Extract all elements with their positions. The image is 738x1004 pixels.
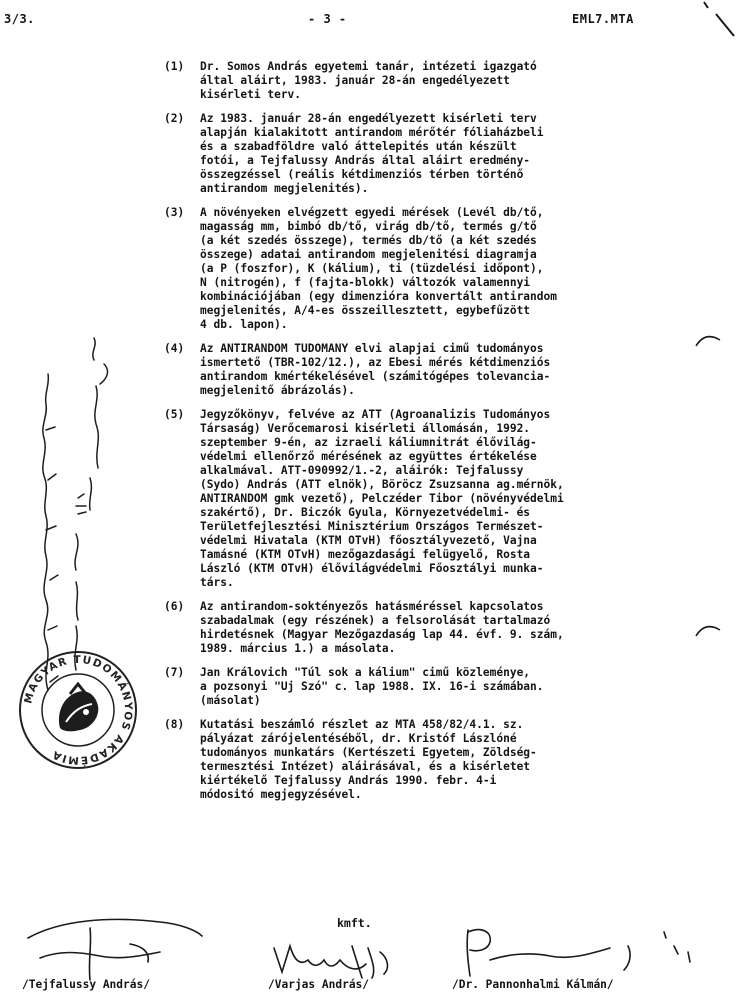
item-line: Jegyzőkönyv, felvéve az ATT (Agroanalizis Tudományos <box>200 408 551 421</box>
item-line: tudományos munkatárs (Kertészeti Egyetem, Zöldség- <box>200 746 537 759</box>
item-line: fotói, a Tejfalussy András által aláirt eredmény- <box>200 154 531 167</box>
item-number: (4) <box>164 342 185 355</box>
list-item <box>164 206 684 332</box>
item-line: megjelenités, A/4-es összeillesztett, egybefűzött <box>200 304 531 317</box>
corner-mark <box>700 0 738 40</box>
item-number: (5) <box>164 408 185 421</box>
list-item <box>164 342 684 398</box>
item-number: (8) <box>164 718 185 731</box>
item-number: (6) <box>164 600 185 613</box>
item-line: 4 db. lapon). <box>200 318 288 331</box>
item-text <box>200 718 684 802</box>
item-line: Területfejlesztési Minisztérium Országos Természet- <box>200 520 544 533</box>
item-line: Kutatási beszámló részlet az MTA 458/82/4.1. sz. <box>200 718 524 731</box>
item-line: ANTIRANDOM gmk vezető), Pelczéder Tibor (növényvédelmi <box>200 492 564 505</box>
item-text <box>200 60 684 102</box>
item-line: kisérleti terv. <box>200 88 302 101</box>
item-line: (másolat) <box>200 694 261 707</box>
item-text <box>200 112 684 196</box>
item-line: kiértékelő Tejfalussy András 1990. febr. 4-i <box>200 774 497 787</box>
page-index: 3/3. <box>4 12 35 26</box>
item-line: Az antirandom-soktényezős hatásméréssel kapcsolatos <box>200 600 544 613</box>
item-line: termesztési Intézet) aláirásával, és a kisérletet <box>200 760 531 773</box>
margin-tick-mark <box>694 330 722 350</box>
item-line: szeptember 9-én, az izraeli káliumnitrát élővilág- <box>200 436 537 449</box>
item-line: Az ANTIRANDOM TUDOMANY elvi alapjai cimű tudományos <box>200 342 544 355</box>
page-number: - 3 - <box>308 12 347 26</box>
item-text <box>200 342 684 398</box>
item-line: alapján kialakitott antirandom mérőtér fóliaházbeli <box>200 126 544 139</box>
list-item <box>164 600 684 656</box>
item-line: (a két szedés összege), termés db/tő (a két szedés <box>200 234 537 247</box>
list-item <box>164 718 684 802</box>
signatory-name-3: /Dr. Pannonhalmi Kálmán/ <box>452 978 614 991</box>
list-item <box>164 666 684 708</box>
handwritten-margin-note <box>28 330 118 710</box>
signature-tejfalussy <box>20 910 210 984</box>
item-line: N (nitrogén), f (fajta-blokk) változók valamennyi <box>200 276 531 289</box>
list-item <box>164 60 684 102</box>
item-line: alkalmával. ATT-090992/1.-2, aláirók: Tejfalussy <box>200 464 524 477</box>
item-line: Az 1983. január 28-án engedélyezett kisérleti terv <box>200 112 537 125</box>
margin-tick-mark <box>694 620 722 640</box>
item-line: módositó megjegyzésével. <box>200 788 362 801</box>
signatory-name-1: /Tejfalussy András/ <box>22 978 150 991</box>
signature-pannonhalmi <box>460 924 700 982</box>
item-line: antirandom kmértékelésével (számitógépes tolevancia- <box>200 370 551 383</box>
item-line: ismertető (TBR-102/12.), az Ebesi mérés kétdimenziós <box>200 356 551 369</box>
item-line: összegzéssel (reális kétdimenziós térben történő <box>200 168 524 181</box>
stamp-text: MAGYAR TUDOMÁNYOS AKADÉMIA <box>22 653 135 767</box>
item-number: (2) <box>164 112 185 125</box>
item-line: társ. <box>200 576 234 589</box>
item-line: összege) adatai antirandom megjelenitési diagramja <box>200 248 537 261</box>
item-text <box>200 206 684 332</box>
item-line: által aláirt, 1983. január 28-án engedélyezett <box>200 74 510 87</box>
item-line: Jan Královich "Túl sok a kálium" cimű közleménye, <box>200 666 531 679</box>
attachment-list <box>164 60 684 812</box>
item-line: A növényeken elvégzett egyedi mérések (Levél db/tő, <box>200 206 544 219</box>
item-line: szabadalmak (egy részének) a felsorolását tartalmazó <box>200 614 551 627</box>
item-line: és a szabadföldre való áttelepités után készült <box>200 140 517 153</box>
item-line: (Sydo) András (ATT elnök), Böröcz Zsuzsanna ag.mérnök, <box>200 478 564 491</box>
item-line: Társaság) Verőcemarosi kisérleti állomásán, 1992. <box>200 422 531 435</box>
closing-kmft: kmft. <box>337 916 372 930</box>
item-line: (a P (foszfor), K (kálium), ti (tüzdelési időpont), <box>200 262 544 275</box>
item-line: védelmi Hivatala (KTM OTvH) főosztályvezető, Vajna <box>200 534 537 547</box>
item-line: Dr. Somos András egyetemi tanár, intézeti igazgató <box>200 60 537 73</box>
item-text <box>200 408 684 590</box>
list-item <box>164 112 684 196</box>
item-line: magasság mm, bimbó db/tő, virág db/tő, termés g/tő <box>200 220 537 233</box>
item-line: Tamásné (KTM OTvH) mezőgazdasági felügyelő, Rosta <box>200 548 531 561</box>
item-number: (1) <box>164 60 185 73</box>
item-line: László (KTM OTvH) élővilágvédelmi Főosztályi munka- <box>200 562 544 575</box>
item-line: 1989. március 1.) a másolata. <box>200 642 396 655</box>
item-line: megjelenitő ábrázolás). <box>200 384 355 397</box>
item-line: védelmi ellenőrző mérésének az együttes értékelése <box>200 450 537 463</box>
item-line: antirandom megjelenités). <box>200 182 369 195</box>
item-number: (3) <box>164 206 185 219</box>
item-text <box>200 666 684 708</box>
item-line: kombinációjában (egy dimenzióra konvertált antirandom <box>200 290 557 303</box>
signature-varjas <box>268 938 418 982</box>
item-line: hirdetésnek (Magyar Mezőgazdaság lap 44. évf. 9. szám, <box>200 628 564 641</box>
item-line: szakértő), Dr. Biczók Gyula, Környezetvédelmi- és <box>200 506 531 519</box>
item-line: a pozsonyi "Uj Szó" c. lap 1988. IX. 16-i számában. <box>200 680 544 693</box>
signatory-name-2: /Varjas András/ <box>268 978 370 991</box>
item-line: pályázat zárójelentéséből, dr. Kristóf Lászlóné <box>200 732 517 745</box>
item-number: (7) <box>164 666 185 679</box>
list-item <box>164 408 684 590</box>
document-code: EML7.MTA <box>572 12 634 26</box>
item-text <box>200 600 684 656</box>
